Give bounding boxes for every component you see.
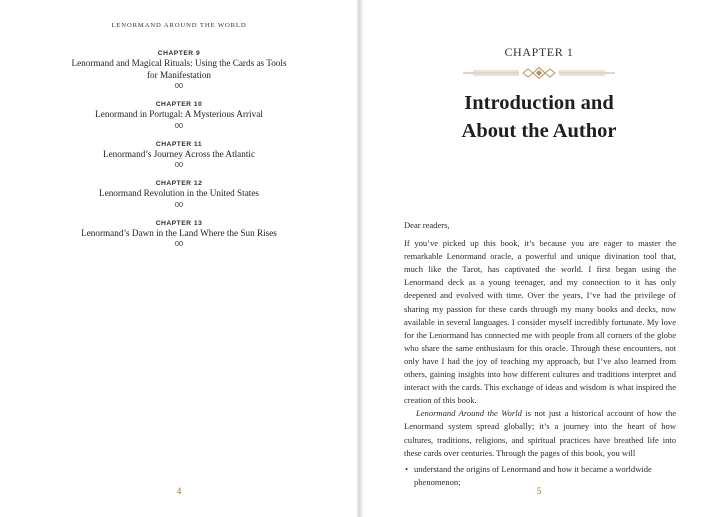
chapter-title-line: About the Author bbox=[461, 120, 617, 142]
toc-chapter-title: Lenormand’s Dawn in the Land Where the Sun Rises bbox=[81, 227, 277, 238]
ornament-divider-icon bbox=[463, 67, 615, 79]
chapter-label: CHAPTER 1 bbox=[504, 45, 574, 59]
toc-page-number: 00 bbox=[174, 239, 184, 248]
toc-chapter-title: Lenormand Revolution in the United States bbox=[99, 188, 259, 198]
chapter-title bbox=[358, 89, 720, 145]
toc-entry[interactable] bbox=[0, 140, 358, 171]
chapter-title-line: Introduction and bbox=[464, 92, 614, 114]
toc-chapter-label: CHAPTER 12 bbox=[155, 180, 203, 187]
running-head: LENORMAND AROUND THE WORLD bbox=[111, 22, 247, 29]
toc-chapter-label: CHAPTER 13 bbox=[155, 219, 203, 227]
toc-chapter-title: Lenormand’s Journey Across the Atlantic bbox=[102, 148, 256, 159]
book-title-italic: Lenormand Around the World bbox=[416, 408, 522, 419]
page-number-right: 5 bbox=[536, 487, 542, 497]
toc-page-number: 00 bbox=[174, 81, 184, 90]
bullet-list bbox=[404, 463, 676, 489]
toc-entry[interactable] bbox=[0, 179, 358, 210]
left-page bbox=[0, 0, 358, 517]
toc-chapter-label: CHAPTER 9 bbox=[157, 50, 201, 57]
paragraph bbox=[404, 407, 676, 459]
table-of-contents bbox=[0, 49, 358, 258]
toc-entry[interactable] bbox=[0, 49, 358, 91]
right-page bbox=[358, 0, 720, 517]
bullet-icon: • bbox=[405, 463, 408, 474]
list-item bbox=[404, 463, 676, 489]
toc-chapter-label: CHAPTER 10 bbox=[155, 101, 203, 108]
toc-entry[interactable] bbox=[0, 100, 358, 131]
page-number-left: 4 bbox=[176, 487, 182, 497]
book-gutter bbox=[357, 0, 363, 517]
body-text bbox=[404, 219, 676, 489]
toc-page-number: 00 bbox=[174, 120, 184, 130]
toc-entry[interactable] bbox=[0, 219, 358, 250]
paragraph: If you’ve picked up this book, it’s because you are eager to master the remarkable Lenormand oracle, a powerful and unique divination tool that, much like the Tarot, has captivated the world. I first began using the Lenormand deck as a young teenager, and my connection to it has only deepened and evolved with time. Over the years, I’ve had the privilege of sharing my passion for these cards through my many books and decks, now available in several languages. I consider myself incredibly fortunate. My love for the Lenormand has connected me with people from all corners of the globe who share the same enthusiasm for this oracle. Through these encounters, not only have I had the joy of teaching my approach, but I’ve also learned from others, gaining insights into how different cultures and traditions interpret and interact with the cards. This exchange of ideas and wisdom is what inspired the creation of this book. bbox=[404, 238, 676, 406]
toc-page-number: 00 bbox=[174, 160, 184, 169]
greeting: Dear readers, bbox=[404, 220, 450, 230]
paragraph-text: is not just a historical account of how the Lenormand system spread globally; it’s a journey into the heart of how cultures, traditions, religions, and spiritual practices have breathed life into these cards over centuries. Through the pages of this book, you will bbox=[404, 408, 677, 458]
toc-chapter-label: CHAPTER 11 bbox=[155, 140, 203, 148]
toc-chapter-title: Lenormand in Portugal: A Mysterious Arrival bbox=[95, 109, 263, 119]
toc-page-number: 00 bbox=[174, 199, 184, 209]
toc-chapter-title: Lenormand and Magical Rituals: Using the Cards as Tools for Manifestation bbox=[71, 58, 287, 80]
list-item-text: understand the origins of Lenormand and how it became a worldwide phenomenon; bbox=[414, 463, 652, 487]
